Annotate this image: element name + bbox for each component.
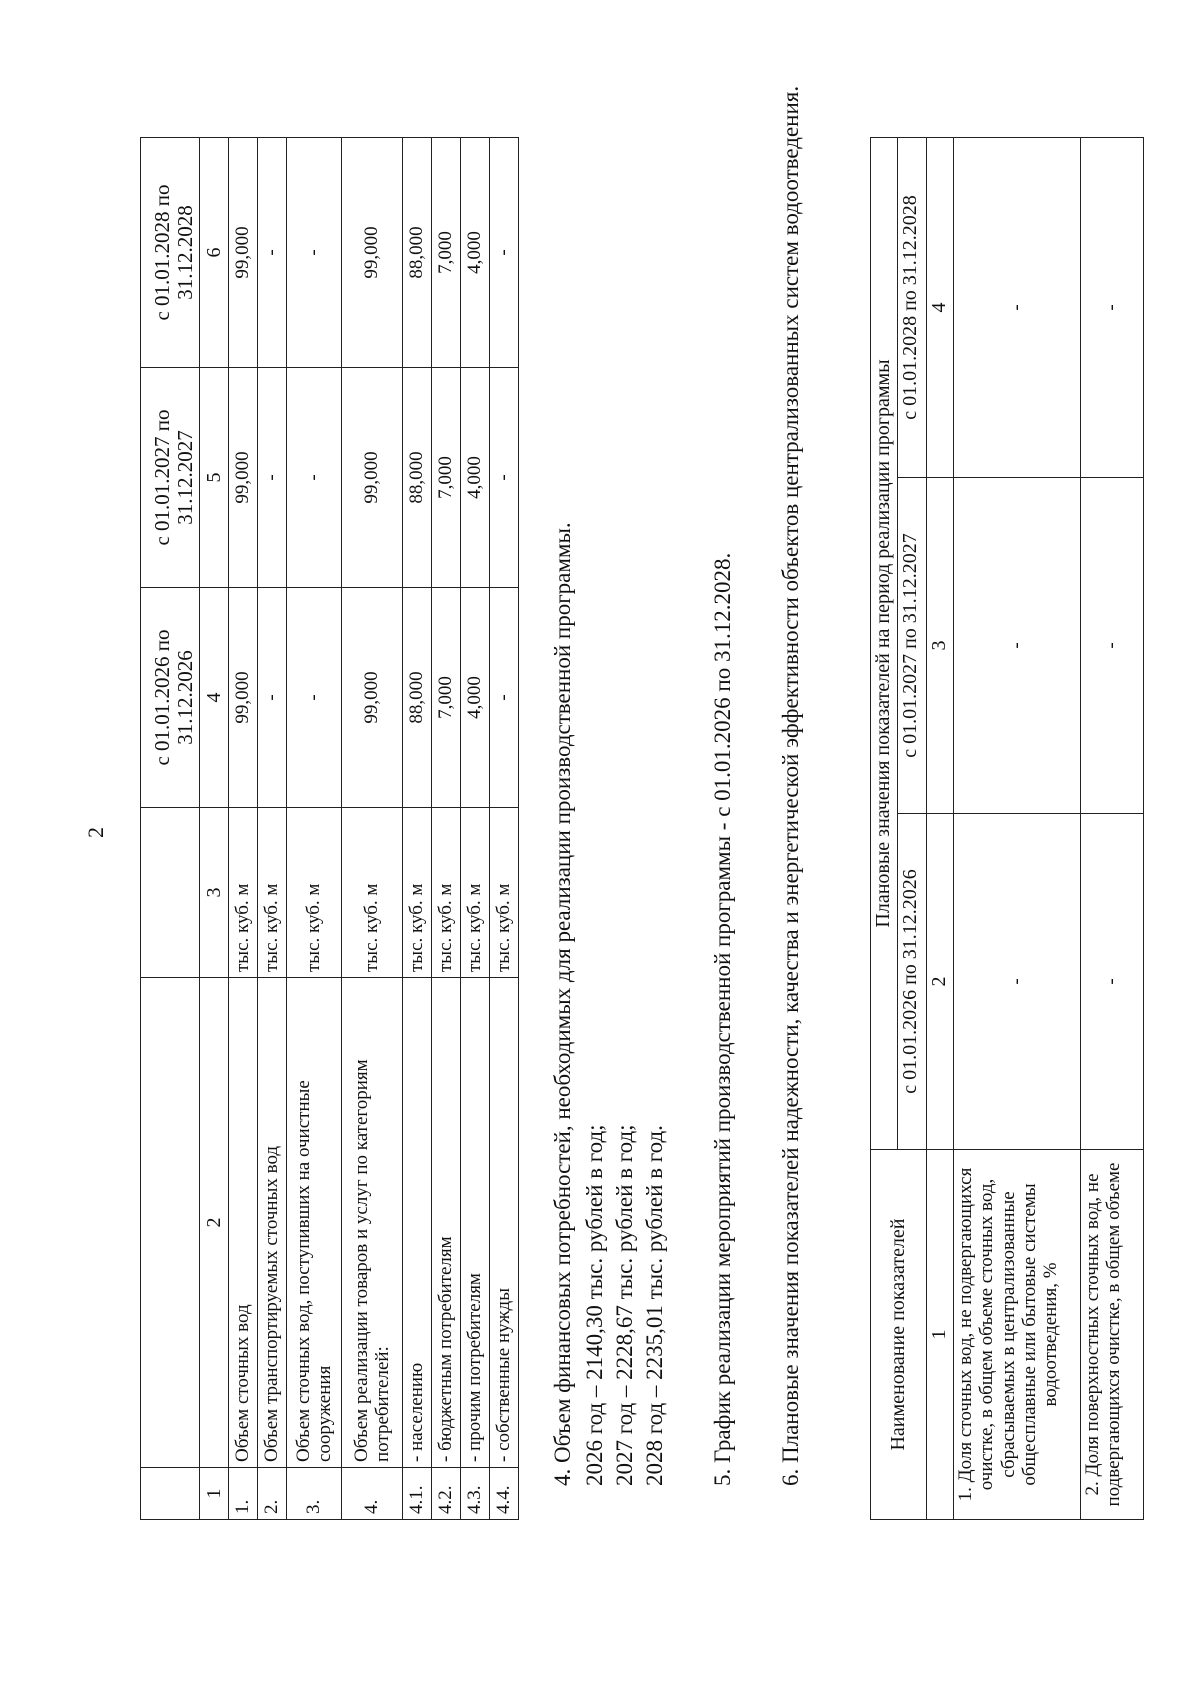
table-row	[287, 138, 342, 1520]
header-period-2026: с 01.01.2026 по 31.12.2026	[141, 588, 200, 808]
row-unit: тыс. куб. м	[342, 808, 403, 978]
table-row	[490, 138, 519, 1520]
header-cell	[141, 978, 200, 1468]
value-2027: 4,000	[461, 368, 490, 588]
value-2026: -	[954, 814, 1081, 1150]
row-name: - бюджетным потребителям	[432, 978, 461, 1468]
table-row	[954, 137, 1081, 1519]
value-2027: -	[258, 368, 287, 588]
financing-line-2028: 2028 год – 2235,01 тыс. рублей в год.	[642, 1125, 667, 1486]
value-2027: -	[490, 368, 519, 588]
column-number: 6	[200, 138, 229, 368]
row-name: Объем реализации товаров и услуг по категориям потребителей:	[342, 978, 403, 1468]
header-period-2026: с 01.01.2026 по 31.12.2026	[898, 814, 927, 1150]
value-2028: 99,000	[342, 138, 403, 368]
row-number: 4.	[342, 1468, 403, 1520]
column-number: 1	[200, 1468, 229, 1520]
row-name: Объем сточных вод, поступивших на очистные сооружения	[287, 978, 342, 1468]
column-number: 3	[927, 478, 954, 814]
value-2028: 7,000	[432, 138, 461, 368]
value-2026: 88,000	[403, 588, 432, 808]
row-unit: тыс. куб. м	[258, 808, 287, 978]
column-number: 5	[200, 368, 229, 588]
value-2027: 7,000	[432, 368, 461, 588]
row-unit: тыс. куб. м	[490, 808, 519, 978]
table-header-row	[141, 138, 200, 1520]
value-2026: -	[287, 588, 342, 808]
table-row	[1081, 137, 1144, 1519]
row-unit: тыс. куб. м	[461, 808, 490, 978]
value-2028: -	[258, 138, 287, 368]
value-2026: 99,000	[342, 588, 403, 808]
value-2028: -	[1081, 137, 1144, 477]
header-period-2027: с 01.01.2027 по 31.12.2027	[898, 478, 927, 814]
value-2026: 7,000	[432, 588, 461, 808]
row-name: - прочим потребителям	[461, 978, 490, 1468]
planned-values-header: Плановые значения показателей на период реализации программы	[871, 137, 898, 1149]
column-number: 3	[200, 808, 229, 978]
indicators-table	[870, 137, 1144, 1520]
text-block	[548, 66, 806, 1486]
row-number: 4.4.	[490, 1468, 519, 1520]
value-2026: 4,000	[461, 588, 490, 808]
section-6-title: 6. Плановые значения показателей надежности, качества и энергетической эффективности объектов централизованных систем водоотведения.	[778, 85, 803, 1486]
page-number: 2	[83, 827, 108, 838]
column-numbers-row	[200, 138, 229, 1520]
value-2027: -	[1081, 478, 1144, 814]
header-period-2027: с 01.01.2027 по 31.12.2027	[141, 368, 200, 588]
row-unit: тыс. куб. м	[229, 808, 258, 978]
value-2028: 4,000	[461, 138, 490, 368]
value-2027: 88,000	[403, 368, 432, 588]
row-number: 3.	[287, 1468, 342, 1520]
value-2026: -	[258, 588, 287, 808]
table-row	[461, 138, 490, 1520]
financing-line-2026: 2026 год – 2140,30 тыс. рублей в год;	[582, 1124, 607, 1486]
value-2027: -	[287, 368, 342, 588]
header-cell	[141, 1468, 200, 1520]
value-2028: -	[490, 138, 519, 368]
value-2027: -	[954, 478, 1081, 814]
value-2026: -	[1081, 814, 1144, 1150]
column-numbers-row	[927, 137, 954, 1519]
table-row	[403, 138, 432, 1520]
value-2028: 99,000	[229, 138, 258, 368]
value-2026: -	[490, 588, 519, 808]
value-2026: 99,000	[229, 588, 258, 808]
row-number: 4.1.	[403, 1468, 432, 1520]
row-unit: тыс. куб. м	[432, 808, 461, 978]
row-name: - собственные нужды	[490, 978, 519, 1468]
indicator-name: 2. Доля поверхностных сточных вод, не подвергающихся очистке, в общем объеме	[1081, 1150, 1144, 1520]
table-header-row	[871, 137, 898, 1519]
header-period-2028: с 01.01.2028 по 31.12.2028	[141, 138, 200, 368]
value-2028: 88,000	[403, 138, 432, 368]
section-4-title: 4. Объем финансовых потребностей, необходимых для реализации производственной программы.	[550, 522, 575, 1486]
value-2027: 99,000	[229, 368, 258, 588]
row-unit: тыс. куб. м	[403, 808, 432, 978]
value-2028: -	[954, 137, 1081, 477]
table-row	[258, 138, 287, 1520]
header-cell	[141, 808, 200, 978]
column-number: 1	[927, 1150, 954, 1520]
table-row	[432, 138, 461, 1520]
financing-line-2027: 2027 год – 2228,67 тыс. рублей в год;	[612, 1124, 637, 1486]
column-number: 2	[927, 814, 954, 1150]
column-number: 4	[200, 588, 229, 808]
row-number: 1.	[229, 1468, 258, 1520]
row-name: - населению	[403, 978, 432, 1468]
row-unit: тыс. куб. м	[287, 808, 342, 978]
indicator-name-header: Наименование показателей	[871, 1150, 927, 1520]
row-number: 2.	[258, 1468, 287, 1520]
row-number: 4.2.	[432, 1468, 461, 1520]
section-5-title: 5. График реализации мероприятий производственной программы - с 01.01.2026 по 31.12.2028.	[710, 552, 735, 1486]
indicator-name: 1. Доля сточных вод, не подвергающихся очистке, в общем объеме сточных вод, сбрасываемых в централизованные общесплавные или бытовые системы водоотведения, %	[954, 1150, 1081, 1520]
row-name: Объем сточных вод	[229, 978, 258, 1468]
column-number: 4	[927, 137, 954, 477]
header-period-2028: с 01.01.2028 по 31.12.2028	[898, 137, 927, 477]
row-number: 4.3.	[461, 1468, 490, 1520]
value-2028: -	[287, 138, 342, 368]
table-row	[229, 138, 258, 1520]
volume-table	[140, 137, 519, 1520]
column-number: 2	[200, 978, 229, 1468]
value-2027: 99,000	[342, 368, 403, 588]
row-name: Объем транспортируемых сточных вод	[258, 978, 287, 1468]
table-row	[342, 138, 403, 1520]
